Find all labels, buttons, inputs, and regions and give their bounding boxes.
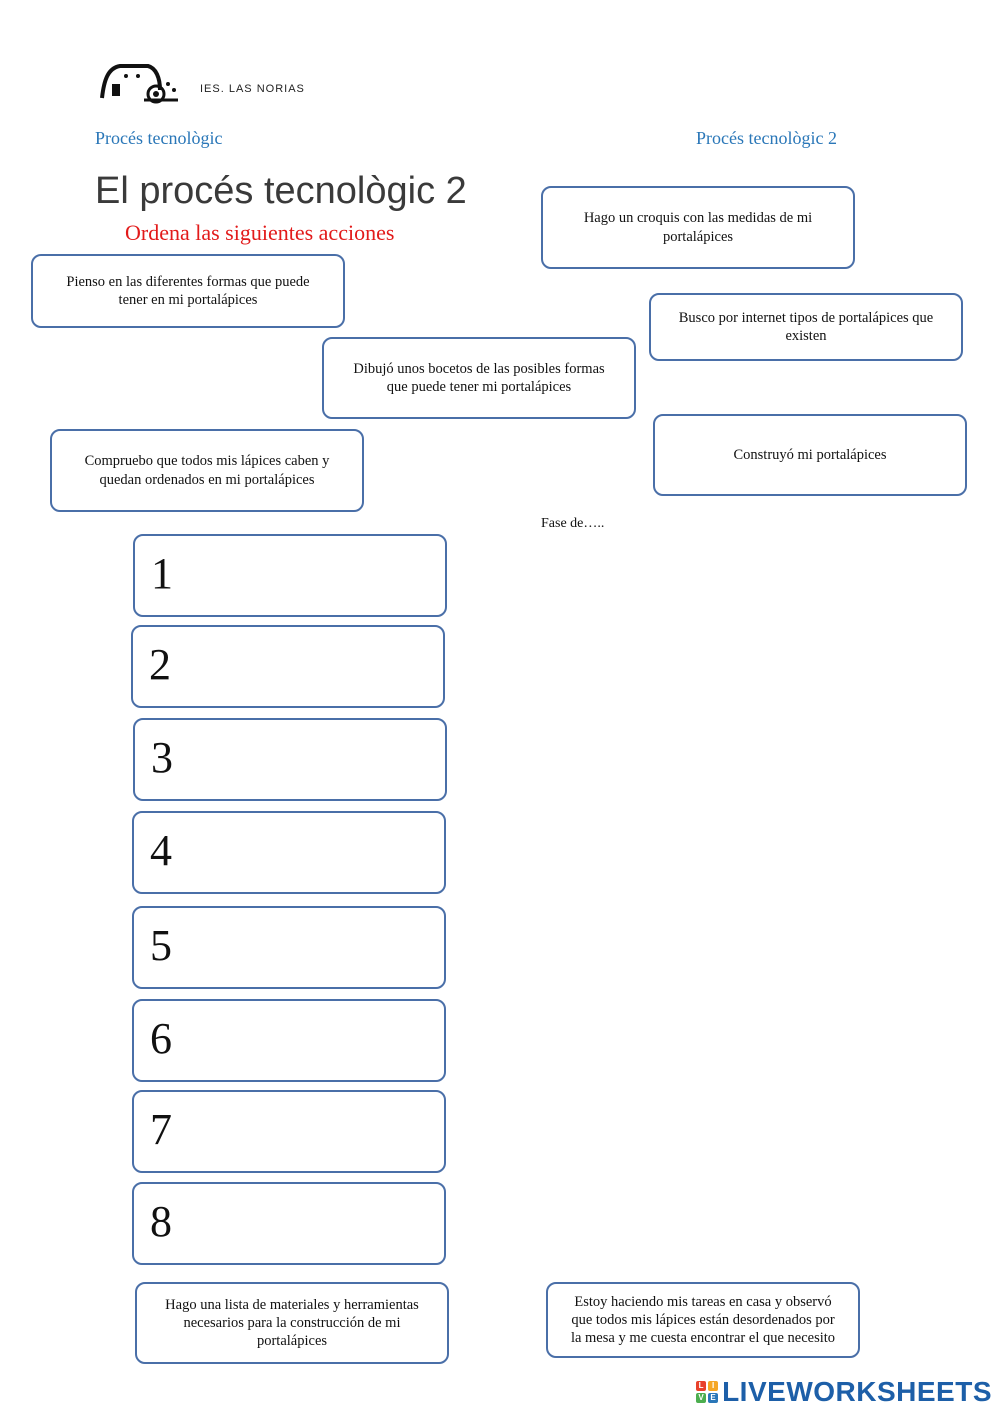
card-dibujo[interactable]: Dibujó unos bocetos de las posibles formas que puede tener mi portalápices [322,337,636,419]
card-lista[interactable]: Hago una lista de materiales y herramientas necesarios para la construcción de mi portalápices [135,1282,449,1364]
drop-slot-7[interactable] [132,1090,446,1173]
slot-number: 3 [151,733,173,782]
card-busco[interactable]: Busco por internet tipos de portalápices que existen [649,293,963,361]
school-name: IES. LAS NORIAS [200,83,305,95]
link-proces-tecnologic[interactable]: Procés tecnològic [95,128,223,148]
card-pienso[interactable]: Pienso en las diferentes formas que puede tener en mi portalápices [31,254,345,328]
instructions: Ordena las siguientes acciones [125,220,395,245]
card-construyo[interactable]: Construyó mi portalápices [653,414,967,496]
slot-number: 5 [150,921,172,970]
drop-slot-1[interactable] [133,534,447,617]
page-title: El procés tecnològic 2 [95,170,467,212]
school-logo [98,60,358,104]
slot-number: 2 [149,640,171,689]
drop-slot-6[interactable] [132,999,446,1082]
liveworksheets-text: LIVEWORKSHEETS [722,1376,992,1407]
card-estoy[interactable]: Estoy haciendo mis tareas en casa y observó que todos mis lápices están desordenados por la mesa y me cuesta encontrar el que necesito [546,1282,860,1358]
drop-slot-8[interactable] [132,1182,446,1265]
fase-label: Fase de….. [541,516,605,531]
slot-number: 7 [150,1105,172,1154]
card-croquis[interactable]: Hago un croquis con las medidas de mi portalápices [541,186,855,269]
card-compruebo[interactable]: Compruebo que todos mis lápices caben y quedan ordenados en mi portalápices [50,429,364,512]
slot-number: 4 [150,826,172,875]
drop-slot-2[interactable] [131,625,445,708]
slot-number: 8 [150,1197,172,1246]
slot-number: 1 [151,549,173,598]
drop-slot-4[interactable] [132,811,446,894]
liveworksheets-logo-icon: L I V E [696,1381,718,1403]
link-proces-tecnologic-2[interactable]: Procés tecnològic 2 [696,128,837,148]
slot-number: 6 [150,1014,172,1063]
drop-slot-5[interactable] [132,906,446,989]
liveworksheets-brand [696,1376,992,1408]
drop-slot-3[interactable] [133,718,447,801]
school-logo-icon [98,60,188,104]
